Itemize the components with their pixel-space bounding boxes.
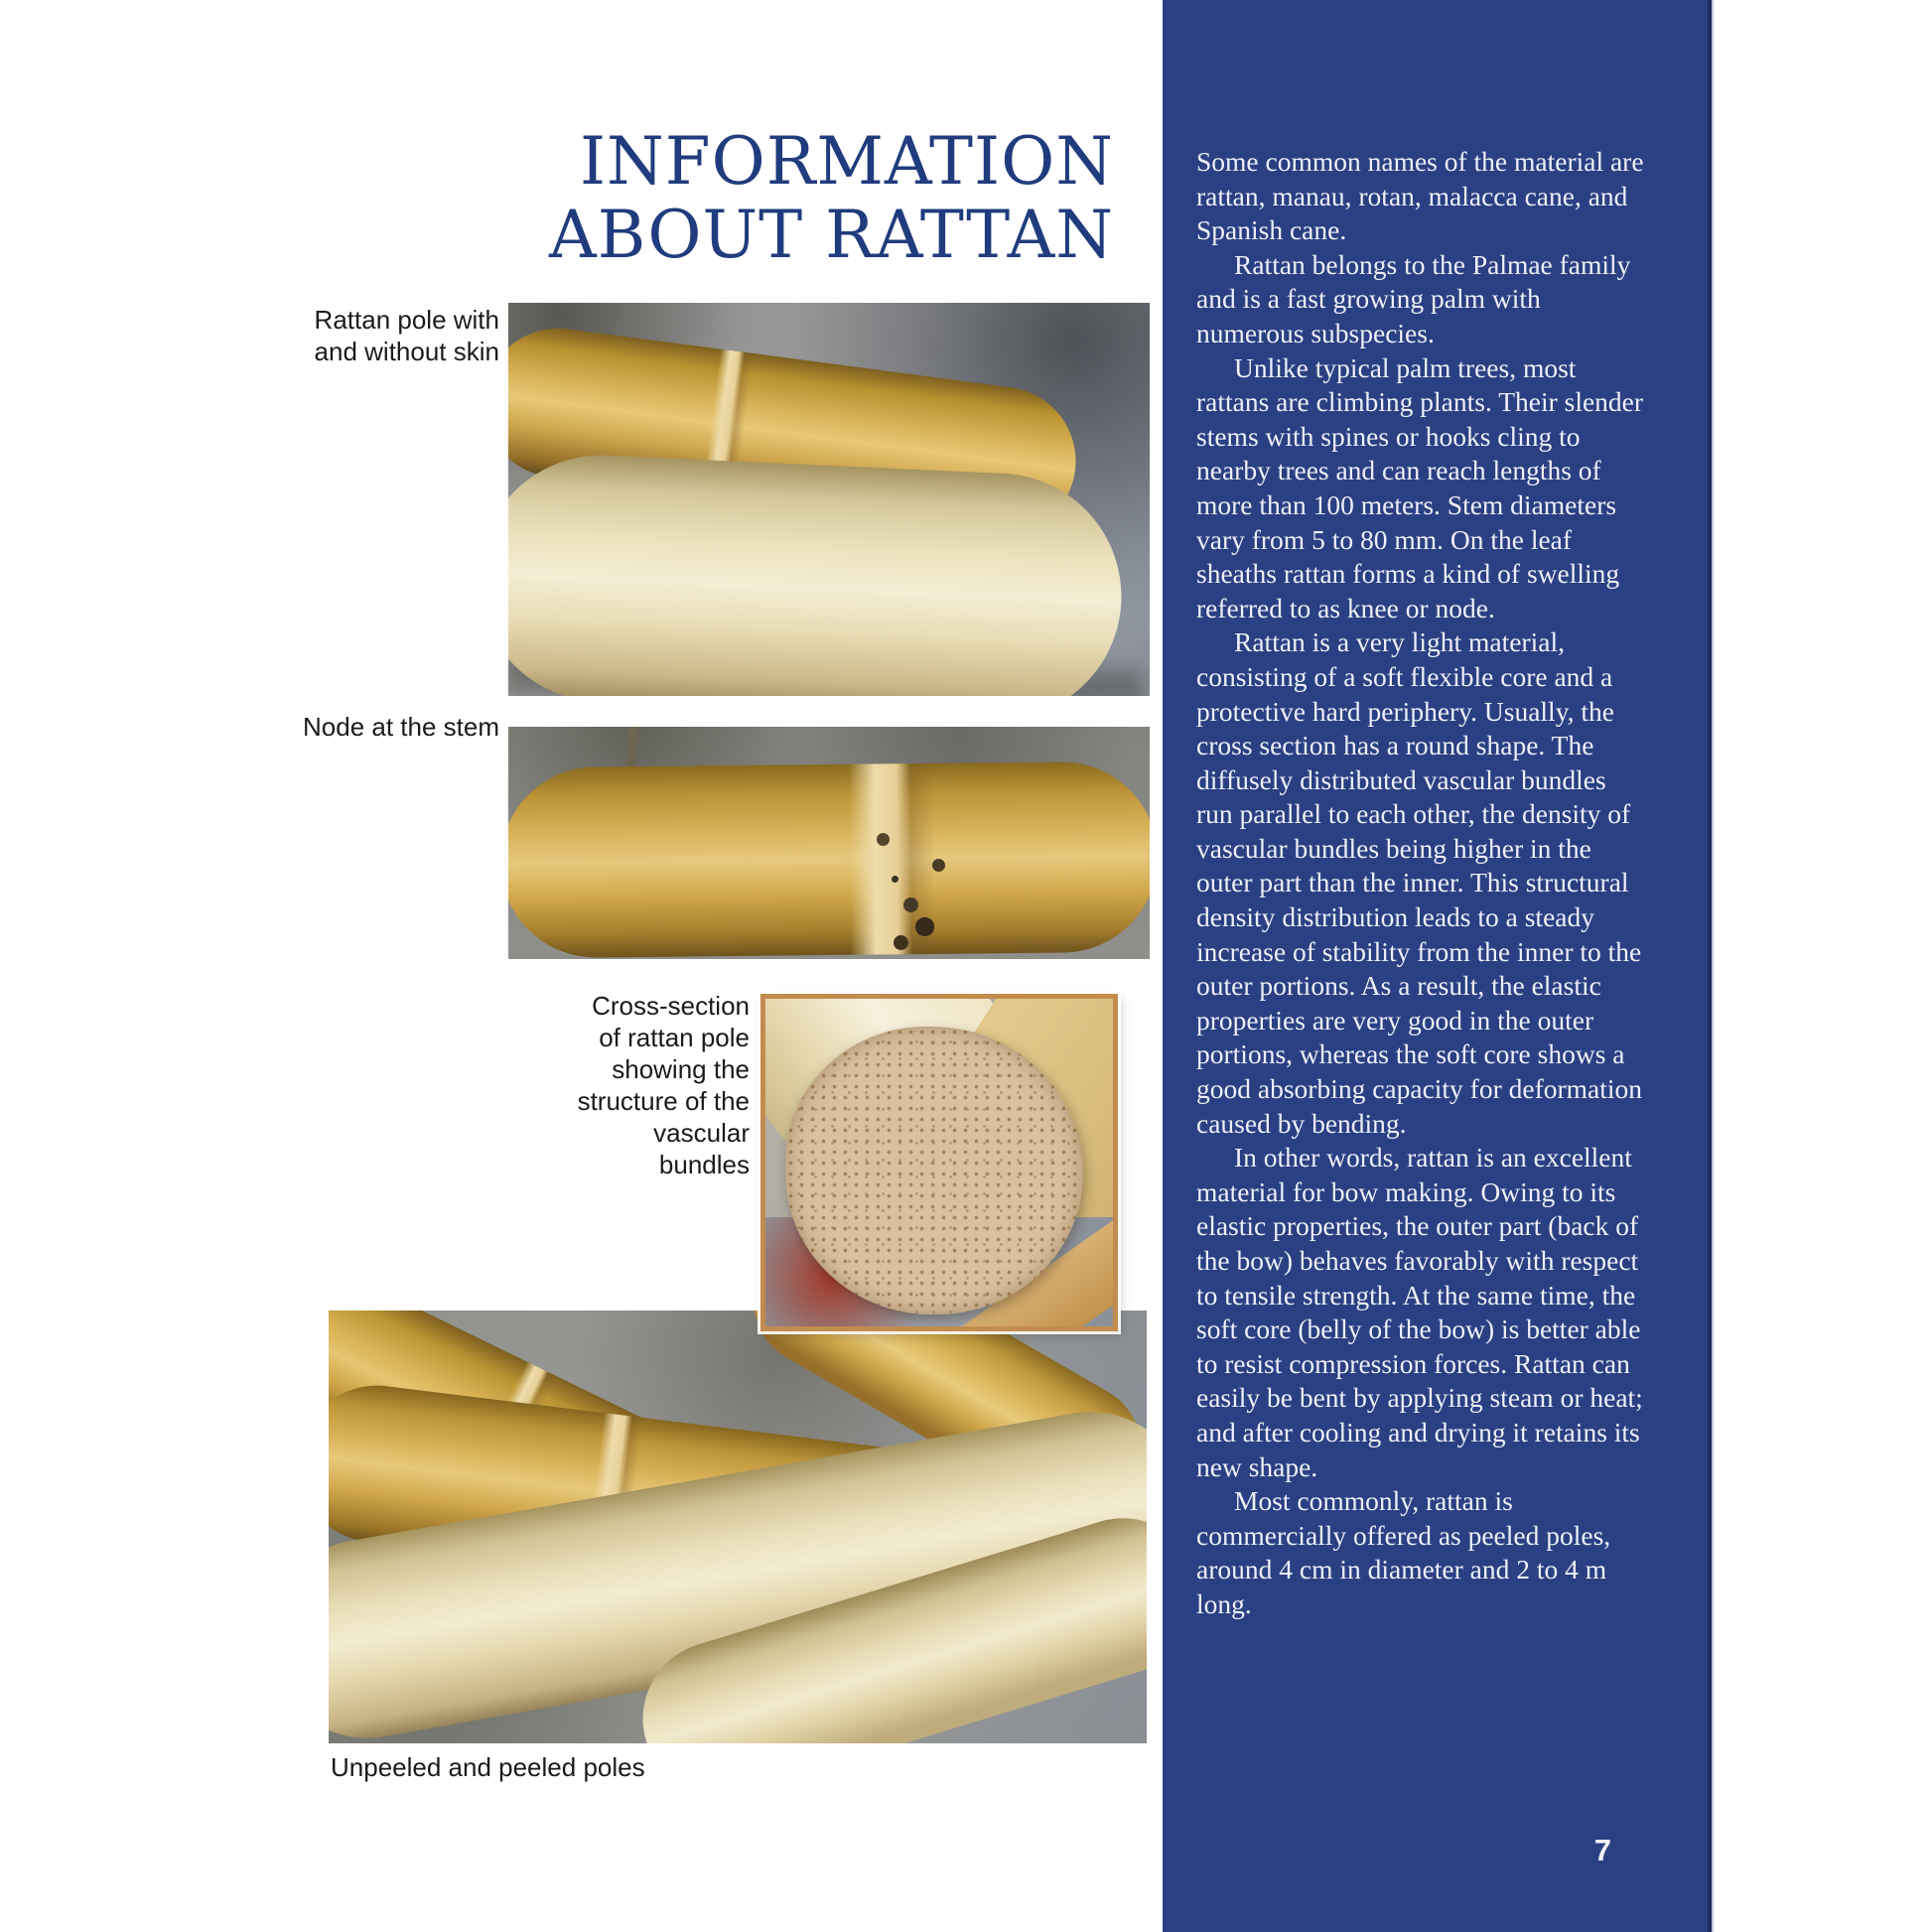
photo-rattan-poles-with-without-skin [508,303,1150,696]
caption-unpeeled-peeled-poles: Unpeeled and peeled poles [331,1752,645,1782]
page-title-line2: ABOUT RATTAN [549,197,1114,273]
twig-graphic [625,727,638,770]
photo-unpeeled-peeled-poles [329,1311,1147,1743]
sidebar-panel [1163,0,1712,1932]
page-title-line1: INFORMATION [579,123,1114,200]
peeled-pole-graphic [508,450,1127,696]
pole-graphic [508,761,1150,959]
page-title [549,125,1114,272]
node-ring-graphic [849,763,936,955]
caption-rattan-pole-skin: Rattan pole with and without skin [314,305,499,366]
paragraph: Rattan belongs to the Palmae family and is a fast growing palm with numerous subspecies. [1196,248,1631,348]
cross-section-face-graphic [785,1027,1083,1314]
caption-cross-section: Cross-section of rattan pole showing the structure of the vascular bundles [577,991,750,1179]
node-speckles-graphic [892,876,898,883]
caption-node-at-stem: Node at the stem [303,712,499,742]
paragraph: Rattan is a very light material, consisting of a soft flexible core and a protective hard periphery. Usually, the cross section has a round shape. The diffusely distributed vascular bundles run parallel to each other, the density of vascular bundles being higher in the outer part than the inner. This structural density distribution leads to a steady increase of stability from the inner to the outer portions. As a result, the elastic properties are very good in the outer portions, whereas the soft core shows a good absorbing capacity for deformation caused by bending. [1196,626,1643,1139]
paragraph: In other words, rattan is an excellent material for bow making. Owing to its elastic properties, the outer part (back of the bow) behaves favorably with respect to tensile strength. At the same time, the soft core (belly of the bow) is better able to resist compression forces. Rattan can easily be bent by applying steam or heat; and after cooling and drying it retains its new shape. [1196,1142,1643,1482]
sidebar-body-text [1163,0,1708,1622]
paragraph: Some common names of the material are rattan, manau, rotan, malacca cane, and Spanish cane. [1196,146,1644,246]
paragraph: Unlike typical palm trees, most rattans are climbing plants. Their slender stems with spines or hooks cling to nearby trees and can reach lengths of more than 100 meters. Stem diameters vary from 5 to 80 mm. On the leaf sheaths rattan forms a kind of swelling referred to as knee or node. [1196,351,1644,623]
photo-node-at-stem [508,727,1150,959]
page-number: 7 [1593,1833,1611,1867]
paragraph: Most commonly, rattan is commercially offered as peeled poles, around 4 cm in diameter and 2 to 4 m long. [1196,1485,1611,1619]
photo-cross-section [760,994,1118,1331]
